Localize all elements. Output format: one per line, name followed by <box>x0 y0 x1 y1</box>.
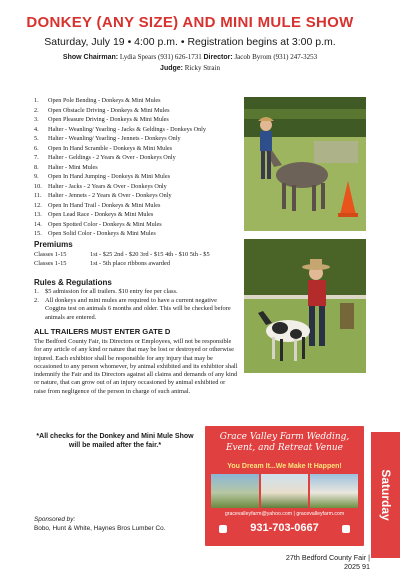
ad-web-contact: gracevalleyfarm@yahoo.com | gracevalleyfarm.com <box>224 511 345 517</box>
premium-classes: Classes 1-15 <box>34 251 67 258</box>
sponsor-names: Bobo, Hunt & White, Haynes Bros Lumber Co. <box>34 525 166 532</box>
spotted-donkey-photo <box>244 239 366 373</box>
class-number: 13. <box>34 211 42 218</box>
class-number: 14. <box>34 220 42 228</box>
class-text: Halter - Mini Mules <box>48 163 98 171</box>
premium-row <box>34 251 210 258</box>
class-text: Halter - Jennets - 2 Years & Over - Donkeys Only <box>48 192 172 199</box>
chairman-value: Lydia Spears (931) 626-1731 <box>119 53 202 61</box>
rules-list <box>34 288 239 322</box>
class-number: 6. <box>34 144 39 152</box>
judge-label: Judge: <box>160 65 183 72</box>
day-tab <box>371 432 400 558</box>
class-text: Open Obstacle Driving - Donkeys & Mini Mules <box>48 106 170 114</box>
class-item <box>34 96 239 106</box>
class-item <box>34 220 239 230</box>
ad-tagline: You Dream It...We Make It Happen! <box>227 463 342 470</box>
rule-number: 1. <box>34 288 39 295</box>
class-item <box>34 144 239 154</box>
class-number: 15. <box>34 230 42 237</box>
director-label: Director: <box>203 54 233 61</box>
show-officials <box>0 52 380 74</box>
class-number: 11. <box>34 192 42 199</box>
donkey-show-photo <box>244 97 366 231</box>
class-item <box>34 163 239 173</box>
ad-photo <box>261 474 309 508</box>
rule-item <box>34 288 239 297</box>
premium-amounts: 1st - $25 2nd - $20 3rd - $15 4th - $10 5th - $5 <box>90 251 210 258</box>
premiums-heading: Premiums <box>34 240 73 249</box>
class-number: 4. <box>34 125 39 133</box>
class-number: 10. <box>34 182 42 190</box>
class-item <box>34 210 239 220</box>
class-text: Open Solid Color - Donkeys & Mini Mules <box>48 230 156 237</box>
checks-note: *All checks for the Donkey and Mini Mule Show will be mailed after the fair.* <box>36 433 194 449</box>
trailers-heading: ALL TRAILERS MUST ENTER GATE D <box>34 327 171 336</box>
rule-number: 2. <box>34 296 39 304</box>
rule-text: All donkeys and mini mules are required to have a current negative Coggins test on animals 6 months and older. This will be checked before animals are entered. <box>45 296 231 321</box>
class-item <box>34 115 239 125</box>
ad-photo-strip <box>211 474 358 508</box>
class-number: 9. <box>34 173 39 180</box>
class-text: Open Spotted Color - Donkeys & Mini Mules <box>48 220 162 228</box>
class-item <box>34 201 239 211</box>
chairman-label: Show Chairman: <box>62 54 119 61</box>
class-text: Halter - Weanling/ Yearling - Jacks & Geldings - Donkeys Only <box>48 125 206 133</box>
class-item <box>34 106 239 116</box>
judge-value: Ricky Strain <box>184 64 220 72</box>
class-number: 12. <box>34 201 42 209</box>
class-item <box>34 172 239 182</box>
ad-photo <box>211 474 259 508</box>
spotted-donkey-illustration <box>244 239 366 373</box>
class-item <box>34 191 239 201</box>
donkey-photo-illustration <box>244 97 366 231</box>
class-item <box>34 229 239 239</box>
rules-heading: Rules & Regulations <box>34 278 112 287</box>
class-number: 3. <box>34 116 39 123</box>
class-text: Open In Hand Scramble - Donkeys & Mini Mules <box>48 144 173 152</box>
class-number: 5. <box>34 135 39 142</box>
class-item <box>34 134 239 144</box>
class-list <box>34 96 239 239</box>
class-text: Halter - Jacks - 2 Years & Over - Donkeys Only <box>48 182 167 190</box>
page-footer: 27th Bedford County Fair | 2025 91 <box>285 553 370 571</box>
ad-photo <box>310 474 358 508</box>
class-text: Open Pleasure Driving - Donkeys & Mini Mules <box>48 116 169 123</box>
class-number: 1. <box>34 97 39 104</box>
class-item <box>34 125 239 135</box>
rule-item <box>34 297 239 323</box>
premium-classes: Classes 1-15 <box>34 260 67 267</box>
class-number: 8. <box>34 163 39 171</box>
event-schedule: Saturday, July 19 • 4:00 p.m. • Registration begins at 3:00 p.m. <box>44 36 336 48</box>
venue-advertisement <box>205 426 364 546</box>
class-text: Open Pole Bending - Donkeys & Mini Mules <box>48 97 161 104</box>
class-text: Halter - Geldings - 2 Years & Over - Donkeys Only <box>48 154 176 161</box>
day-tab-label: Saturday <box>378 469 393 521</box>
ad-phone: 931-703-0667 <box>250 522 319 534</box>
liability-statement: The Bedford County Fair, its Directors or Employees, will not be responsible for any article of any kind or nature that may be lost or destroyed or otherwise injured. Each exhibitor shall be responsible for any injury that may be occasioned to any person whomever, by animal exhibited and its exhibitor shall indemnify the Fair and its Directors against all claims and demands of any kind or nature, that can grow out of an injury occasioned by animal exhibited or raise from negligence of the person in charge of such animal. <box>34 338 238 395</box>
director-value: Jacob Byrom (931) 247-3253 <box>234 53 318 61</box>
class-item <box>34 182 239 192</box>
sponsor-label: Sponsored by: <box>34 516 76 523</box>
class-text: Halter - Weanling/ Yearling - Jennets - Donkeys Only <box>48 135 181 142</box>
rule-text: $5 admission for all trailers. $10 entry fee per class. <box>45 288 178 295</box>
class-text: Open Lead Race - Donkeys & Mini Mules <box>48 211 154 218</box>
premium-ribbons: 1st - 5th place ribbons awarded <box>90 260 171 267</box>
class-text: Open In Hand Jumping - Donkeys & Mini Mules <box>48 173 171 180</box>
premium-row <box>34 260 170 267</box>
class-text: Open In Hand Trail - Donkeys & Mini Mules <box>48 201 161 209</box>
page-title: DONKEY (ANY SIZE) AND MINI MULE SHOW <box>26 14 354 31</box>
class-number: 7. <box>34 154 39 161</box>
class-number: 2. <box>34 106 39 114</box>
ad-title: Grace Valley Farm Wedding, Event, and Retreat Venue <box>219 432 350 453</box>
class-item <box>34 153 239 163</box>
